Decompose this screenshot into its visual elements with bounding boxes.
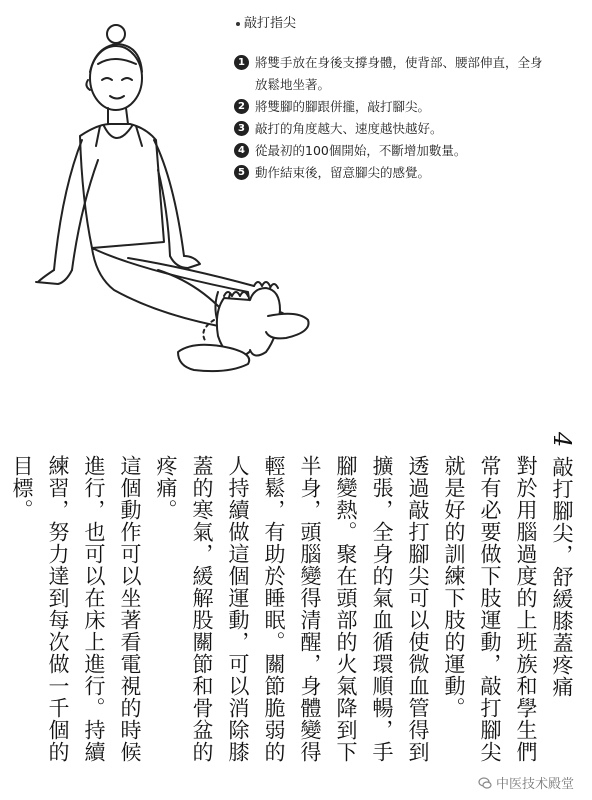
step-number-badge: 1 bbox=[234, 55, 249, 70]
step-text: 將雙手放在身後支撐身體，使背部、腰部伸直，全身放鬆地坐著。 bbox=[255, 55, 543, 92]
step-text: 從最初的100個開始，不斷增加數量。 bbox=[255, 143, 467, 158]
step-number-badge: 3 bbox=[234, 121, 249, 136]
watermark-text: 中医技术殿堂 bbox=[495, 777, 574, 792]
wechat-logo-icon bbox=[478, 776, 492, 790]
article-paragraph: 透過敲打腳尖可以使微血管得到擴張，全身的氣血循環順暢，手腳變熱。聚在頭部的火氣降到下半身，頭腦變得清醒，身體變得輕鬆，有助於睡眠。關節脆弱的人持續做這個運動，可以消除膝蓋的寒氣，緩解股關節和骨盆的疼痛。 bbox=[154, 455, 430, 764]
steps-title: 敲打指尖 bbox=[236, 12, 296, 31]
article-number: 4 bbox=[548, 432, 576, 449]
step-item bbox=[234, 118, 554, 140]
article-title: 敲打腳尖，舒緩膝蓋疼痛 bbox=[550, 455, 574, 698]
step-item bbox=[234, 140, 554, 162]
step-number-badge: 4 bbox=[234, 143, 249, 158]
step-number-badge: 5 bbox=[234, 165, 249, 180]
bullet-dot-icon bbox=[236, 22, 240, 26]
step-number-badge: 2 bbox=[234, 99, 249, 114]
step-item bbox=[234, 162, 554, 184]
article-paragraph: 這個動作可以坐著看電視的時候進行，也可以在床上進行。持續練習，努力達到每次做一千個的目標。 bbox=[10, 455, 142, 764]
watermark bbox=[478, 773, 574, 792]
article-body bbox=[4, 432, 580, 782]
step-text: 動作結束後，留意腳尖的感覺。 bbox=[255, 165, 431, 180]
step-item bbox=[234, 52, 554, 96]
article-heading bbox=[544, 432, 580, 782]
step-text: 將雙腳的腳跟併攏，敲打腳尖。 bbox=[255, 99, 431, 114]
step-item bbox=[234, 96, 554, 118]
article-paragraph: 對於用腦過度的上班族和學生們常有必要做下肢運動，敲打腳尖就是好的訓練下肢的運動。 bbox=[442, 455, 538, 764]
step-text: 敲打的角度越大、速度越快越好。 bbox=[255, 121, 443, 136]
steps-list bbox=[234, 52, 554, 184]
